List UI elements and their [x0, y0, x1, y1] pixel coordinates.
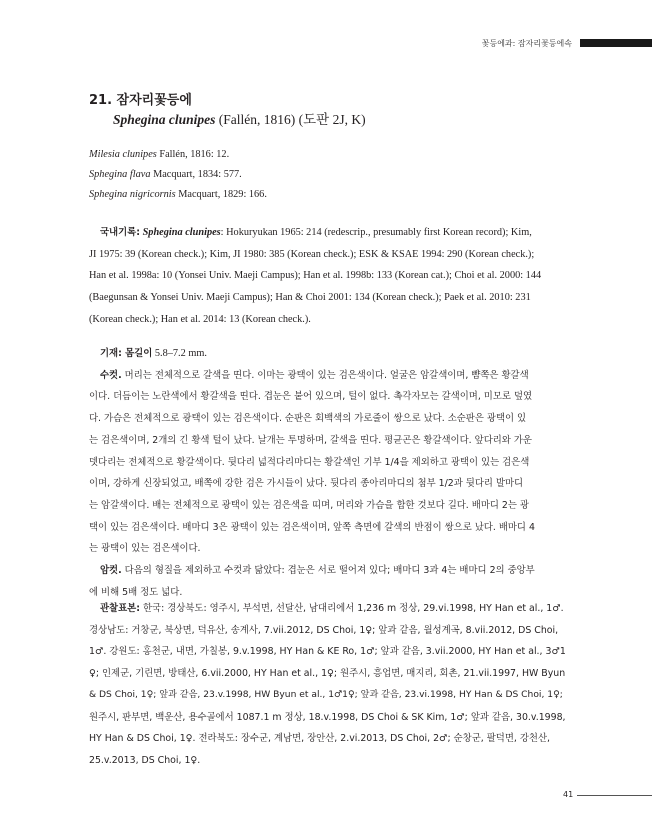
text-line: (Korean check.); Han et al. 2014: 13 (Korean check.).	[89, 313, 311, 325]
species-scientific-name	[113, 108, 366, 128]
text-line: : Hokuryukan 1965: 214 (redescrip., presumably first Korean record); Kim,	[220, 227, 532, 238]
text-line: 25.v.2013, DS Choi, 1♀.	[89, 754, 201, 766]
text-line: 택이 있는 검은색이다. 배마디 3은 광택이 있는 검은색이며, 앞쪽 측면에 갈색의 반점이 쌍으로 났다. 배마디 4	[89, 521, 535, 533]
synonym-citation: Macquart, 1834: 577.	[150, 169, 242, 180]
domestic-records-label: 국내기록:	[100, 227, 140, 238]
synonym-line	[89, 189, 267, 200]
description-paragraph	[89, 343, 567, 603]
synonym-line	[89, 149, 229, 160]
running-header	[482, 37, 652, 49]
synonym-name: Milesia clunipes	[89, 149, 157, 160]
text-line: 원주시, 판부면, 백운산, 용수골에서 1087.1 m 정상, 18.v.1998, DS Choi & SK Kim, 1♂; 앞과 같음, 30.v.1998,	[89, 711, 566, 723]
synonym-name: Sphegina flava	[89, 169, 151, 180]
synonym-citation: Macquart, 1829: 166.	[175, 189, 267, 200]
text-line: & DS Choi, 1♀; 앞과 같음, 23.v.1998, HW Byun et al., 1♂1♀; 앞과 같음, 23.vi.1998, HY Han & DS Choi, 1♀;	[89, 689, 563, 700]
text-line: 는 광택이 있는 검은색이다.	[89, 543, 201, 555]
synonym-citation: Fallén, 1816: 12.	[156, 149, 230, 160]
domestic-records-paragraph	[89, 222, 567, 331]
measurement-label: 기재: 몸길이	[100, 348, 153, 359]
text-line: 경상남도: 거창군, 북상면, 덕유산, 송계사, 7.vii.2012, DS Choi, 1♀; 앞과 같음, 월성계곡, 8.vii.2012, DS Choi,	[89, 624, 559, 636]
specimens-label: 관찰표본:	[100, 603, 140, 614]
text-line: ♀; 인제군, 기린면, 방태산, 6.vii.2000, HY Han et al., 1♀; 원주시, 흥업면, 매지리, 회촌, 21.vii.1997, HW Byun	[89, 668, 566, 680]
text-line: 한국: 경상북도: 영주시, 부석면, 선달산, 남대리에서 1,236 m 정상, 29.vi.1998, HY Han et al., 1♂.	[139, 603, 564, 614]
domestic-records-species: Sphegina clunipes	[142, 227, 221, 238]
text-line: 1♂. 강원도: 홍천군, 내면, 가칠봉, 9.v.1998, HY Han & KE Ro, 1♂; 앞과 같음, 3.vii.2000, HY Han et al., 3♂1	[89, 646, 566, 658]
species-author: (Fallén, 1816) (도판 2J, K)	[215, 112, 366, 127]
text-line: 다. 가슴은 전체적으로 광택이 있는 검은색이다. 순판은 회백색의 가로줄이 쌍으로 났다. 소순판은 광택이 있	[89, 413, 527, 425]
text-line: 뎃다리는 전체적으로 황갈색이다. 뒷다리 넓적다리마디는 황갈색인 기부 1/4을 제외하고 광택이 있는 검은색	[89, 456, 530, 468]
male-label: 수컷.	[100, 369, 122, 381]
text-line: 는 암갈색이다. 배는 전체적으로 광택이 있는 검은색을 띠며, 머리와 가슴을 합한 것보다 길다. 배마디 2는 광	[89, 499, 529, 511]
text-line: 머리는 전체적으로 갈색을 띤다. 이마는 광택이 있는 검은색이다. 얼굴은 암갈색이며, 뺨쪽은 황갈색	[121, 369, 529, 381]
female-label: 암컷.	[100, 565, 122, 577]
text-line: Han et al. 1998a: 10 (Yonsei Univ. Maeji Campus); Han et al. 1998b: 133 (Korean cat.); Choi et al. 2000: 144	[89, 270, 542, 282]
text-line: 에 비해 5배 정도 넓다.	[89, 586, 183, 598]
text-line: 이다. 더듬이는 노란색에서 황갈색을 띤다. 겹눈은 붙어 있으며, 털이 없다. 촉각자모는 갈색이며, 미모로 덮였	[89, 391, 533, 403]
text-line: (Baegunsan & Yonsei Univ. Maeji Campus); Han & Choi 2001: 134 (Korean check.); Paek et al. 2010: 231	[89, 292, 531, 304]
measurement-value: 5.8–7.2 mm.	[152, 348, 207, 359]
text-line: HY Han & DS Choi, 1♀. 전라북도: 장수군, 계남면, 장안산, 2.vi.2013, DS Choi, 2♂; 순창군, 팔덕면, 강천산,	[89, 733, 550, 745]
synonym-line	[89, 169, 242, 180]
header-bar	[580, 39, 652, 47]
species-name: Sphegina clunipes	[113, 112, 216, 127]
specimens-paragraph	[89, 598, 567, 772]
text-line: JI 1975: 39 (Korean check.); Kim, JI 1980: 385 (Korean check.); ESK & KSAE 1994: 290 (Korean check.);	[89, 248, 535, 260]
text-line: 다음의 형질을 제외하고 수컷과 닮았다: 겹눈은 서로 떨어져 있다; 배마디 3과 4는 배마디 2의 중앙부	[121, 565, 535, 577]
species-heading: 21. 잠자리꽃등에	[89, 93, 192, 108]
running-header-text: 꽃등에과: 잠자리꽃등에속	[481, 38, 572, 48]
footer-rule	[577, 795, 652, 796]
text-line: 는 검은색이며, 2개의 긴 황색 털이 났다. 날개는 투명하며, 갈색을 띤다. 평균곤은 황갈색이다. 앞다리와 가운	[89, 434, 532, 446]
page-number: 41	[563, 790, 574, 799]
synonym-name: Sphegina nigricornis	[89, 189, 176, 200]
text-line: 이며, 강하게 신장되었고, 배쪽에 강한 검은 가시들이 났다. 뒷다리 종아리마디의 첨부 1/2과 뒷다리 발마디	[89, 478, 524, 490]
